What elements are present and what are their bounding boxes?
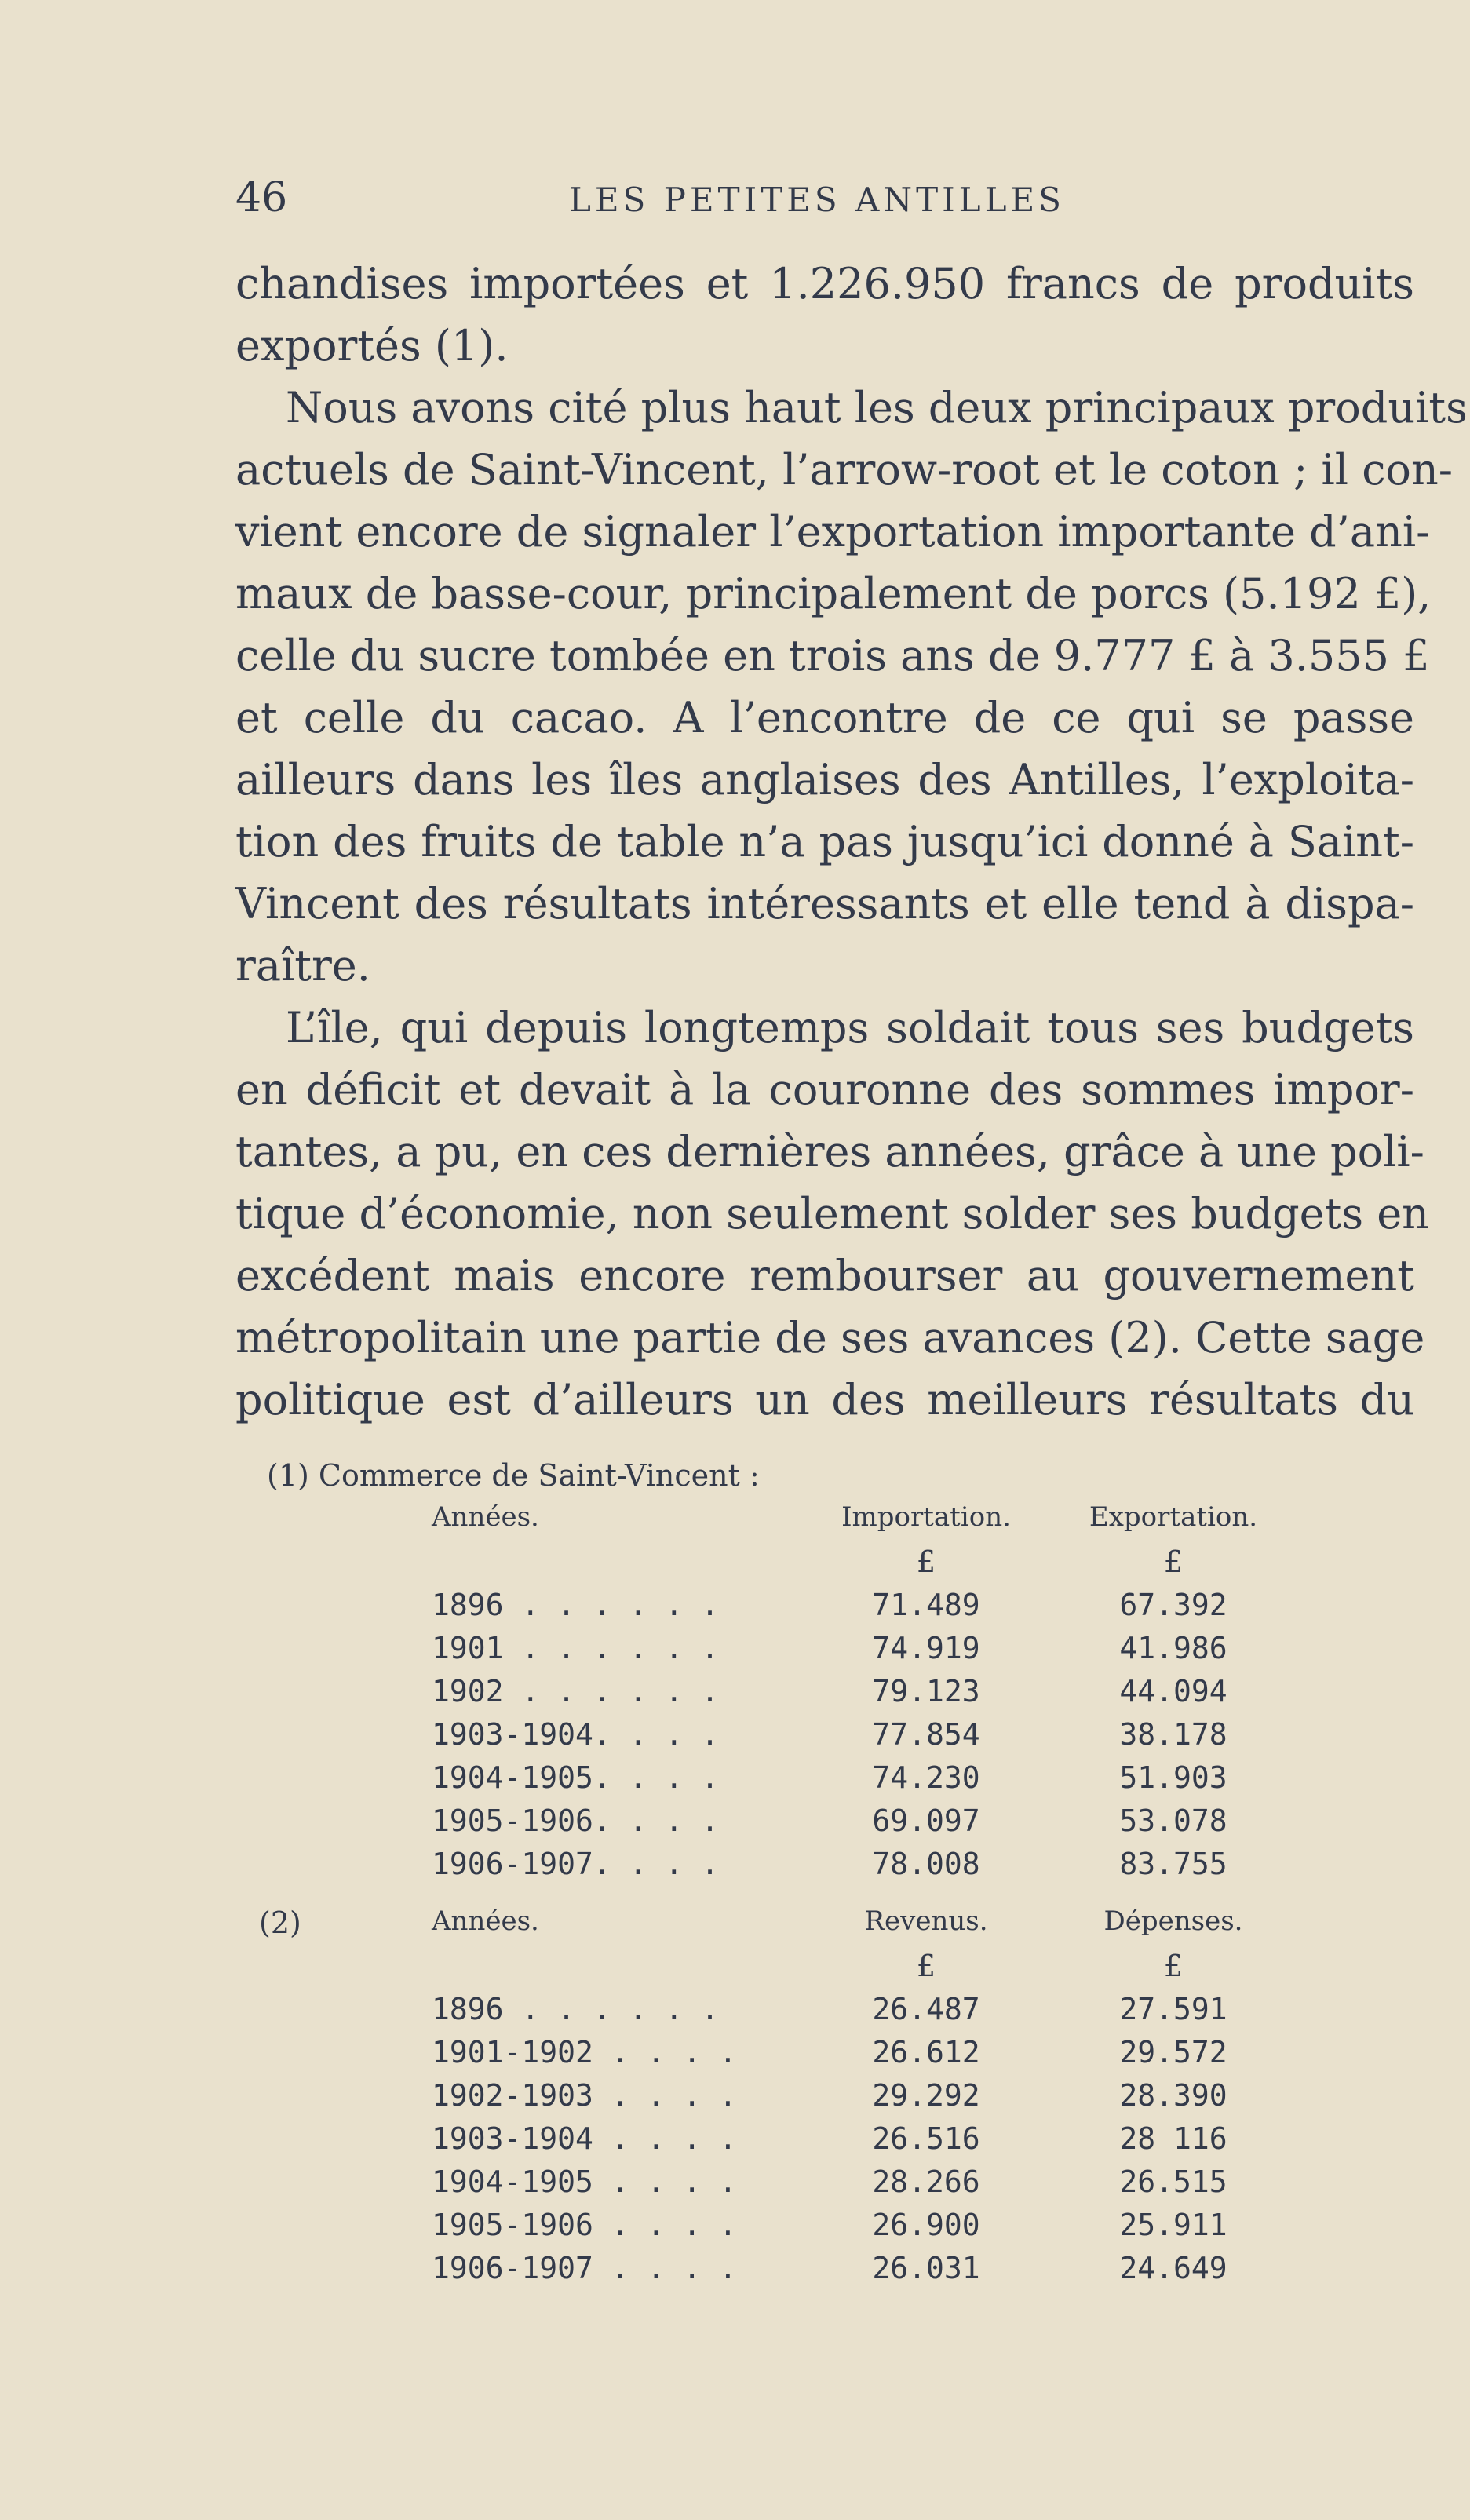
cell-revenue: 28.266: [872, 2164, 980, 2199]
cell-import: 74.230: [872, 1760, 980, 1795]
table-row: [235, 2208, 1271, 2248]
cell-expenses: 27.591: [1119, 1992, 1227, 2026]
text-line: Vincent des résultats intéressants et elle tend à dispa-: [235, 879, 1414, 928]
cell-year: 1901 . . . . . .: [432, 1631, 720, 1665]
cell-export: 53.078: [1119, 1803, 1227, 1838]
text-line: raître.: [235, 941, 370, 990]
header-revenue: Revenus.: [864, 1905, 988, 1937]
cell-import: 69.097: [872, 1803, 980, 1838]
text-line: Nous avons cité plus haut les deux principaux produits: [286, 383, 1468, 432]
cell-revenue: 29.292: [872, 2078, 980, 2113]
cell-export: 67.392: [1119, 1588, 1227, 1622]
text-line: en déficit et devait à la couronne des sommes impor-: [235, 1065, 1414, 1114]
cell-import: 78.008: [872, 1847, 980, 1881]
table-row: [235, 2251, 1271, 2292]
cell-export: 41.986: [1119, 1631, 1227, 1665]
cell-year: 1902-1903 . . . .: [432, 2078, 737, 2113]
table-row: [235, 1803, 1271, 1844]
table-row: [235, 1717, 1271, 1758]
footnote-2-marker: (2): [259, 1905, 301, 1940]
table-row: [235, 1674, 1271, 1715]
header-years: Années.: [432, 1501, 539, 1533]
cell-expenses: 28 116: [1119, 2121, 1227, 2156]
text-line: ailleurs dans les îles anglaises des Antilles, l’exploita-: [235, 755, 1414, 804]
unit-row: [235, 1949, 1271, 1989]
text-line: tion des fruits de table n’a pas jusqu’ici donné à Saint-: [235, 817, 1414, 866]
table-row: [235, 1588, 1271, 1628]
cell-expenses: 29.572: [1119, 2035, 1227, 2070]
cell-import: 79.123: [872, 1674, 980, 1709]
table-header: [235, 1501, 1271, 1542]
cell-revenue: 26.900: [872, 2208, 980, 2242]
table-header: [235, 1905, 1271, 1946]
text-line: chandises importées et 1.226.950 francs de produits: [235, 259, 1414, 308]
header-import: Importation.: [841, 1501, 1011, 1533]
table-row: [235, 2164, 1271, 2205]
cell-year: 1905-1906. . . .: [432, 1803, 720, 1838]
cell-year: 1896 . . . . . .: [432, 1992, 720, 2026]
table-row: [235, 1847, 1271, 1887]
unit-row: [235, 1544, 1271, 1585]
table-row: [235, 1992, 1271, 2033]
body-text: [235, 253, 1468, 1431]
text-line: métropolitain une partie de ses avances (2). Cette sage: [235, 1313, 1425, 1362]
table-row: [235, 1631, 1271, 1672]
table-row: [235, 2035, 1271, 2076]
cell-year: 1902 . . . . . .: [432, 1674, 720, 1709]
unit-import: £: [916, 1544, 936, 1579]
header-expenses: Dépenses.: [1103, 1905, 1243, 1937]
text-line: exportés (1).: [235, 321, 509, 370]
table-row: [235, 1760, 1271, 1801]
footnote-1-intro: (1) Commerce de Saint-Vincent :: [267, 1458, 760, 1493]
cell-year: 1903-1904. . . .: [432, 1717, 720, 1752]
text-line: tantes, a pu, en ces dernières années, grâce à une poli-: [235, 1127, 1424, 1176]
unit-export: £: [1163, 1544, 1184, 1579]
text-line: tique d’économie, non seulement solder ses budgets en: [235, 1189, 1429, 1238]
unit-revenue: £: [916, 1949, 936, 1983]
cell-year: 1906-1907. . . .: [432, 1847, 720, 1881]
cell-year: 1906-1907 . . . .: [432, 2251, 737, 2285]
page-number: 46: [235, 174, 288, 221]
text-line: vient encore de signaler l’exportation importante d’ani-: [235, 507, 1431, 556]
cell-revenue: 26.487: [872, 1992, 980, 2026]
cell-import: 71.489: [872, 1588, 980, 1622]
header-years: Années.: [432, 1905, 539, 1937]
cell-export: 38.178: [1119, 1717, 1227, 1752]
cell-import: 74.919: [872, 1631, 980, 1665]
text-line: maux de basse-cour, principalement de porcs (5.192 £),: [235, 569, 1432, 618]
text-line: actuels de Saint-Vincent, l’arrow-root et le coton ; il con-: [235, 445, 1453, 494]
cell-export: 83.755: [1119, 1847, 1227, 1881]
cell-revenue: 26.031: [872, 2251, 980, 2285]
text-line: excédent mais encore rembourser au gouvernement: [235, 1251, 1414, 1300]
cell-expenses: 26.515: [1119, 2164, 1227, 2199]
cell-expenses: 24.649: [1119, 2251, 1227, 2285]
cell-year: 1903-1904 . . . .: [432, 2121, 737, 2156]
cell-year: 1905-1906 . . . .: [432, 2208, 737, 2242]
cell-import: 77.854: [872, 1717, 980, 1752]
cell-revenue: 26.516: [872, 2121, 980, 2156]
header-export: Exportation.: [1089, 1501, 1258, 1533]
table-row: [235, 2078, 1271, 2119]
cell-year: 1896 . . . . . .: [432, 1588, 720, 1622]
cell-expenses: 28.390: [1119, 2078, 1227, 2113]
cell-export: 51.903: [1119, 1760, 1227, 1795]
cell-year: 1904-1905. . . .: [432, 1760, 720, 1795]
table-row: [235, 2121, 1271, 2162]
text-line: politique est d’ailleurs un des meilleurs résultats du: [235, 1375, 1414, 1424]
text-line: et celle du cacao. A l’encontre de ce qui se passe: [235, 693, 1414, 742]
cell-year: 1901-1902 . . . .: [432, 2035, 737, 2070]
unit-expenses: £: [1163, 1949, 1184, 1983]
text-line: L’île, qui depuis longtemps soldait tous ses budgets: [286, 1003, 1414, 1052]
running-title: LES PETITES ANTILLES: [569, 181, 1065, 219]
cell-export: 44.094: [1119, 1674, 1227, 1709]
cell-year: 1904-1905 . . . .: [432, 2164, 737, 2199]
cell-expenses: 25.911: [1119, 2208, 1227, 2242]
page-header: [235, 174, 1413, 229]
cell-revenue: 26.612: [872, 2035, 980, 2070]
text-line: celle du sucre tombée en trois ans de 9.777 £ à 3.555 £: [235, 631, 1430, 680]
